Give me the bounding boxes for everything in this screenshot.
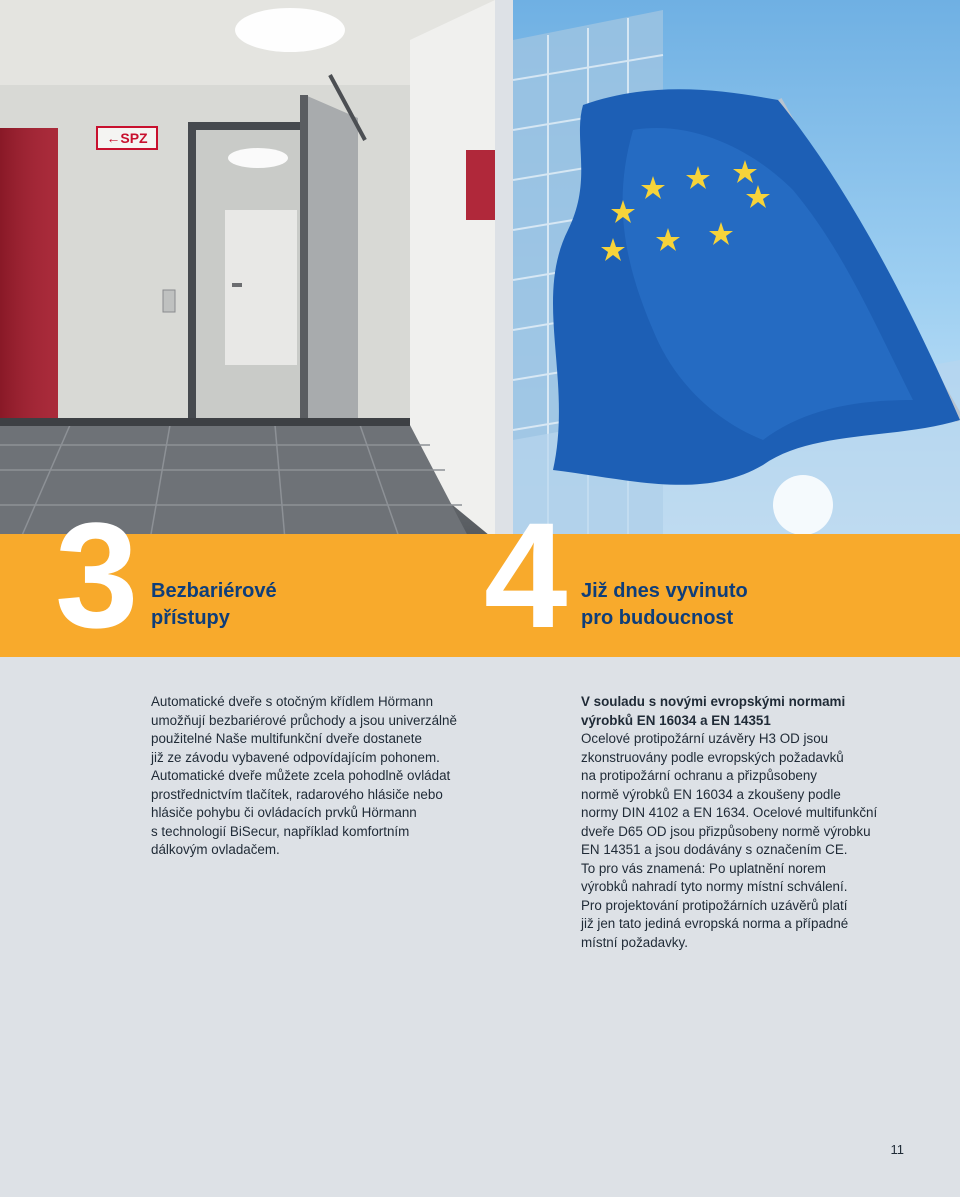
section-4-heading: Již dnes vyvinuto pro budoucnost xyxy=(581,580,748,629)
corridor-photo xyxy=(0,0,495,540)
spz-sign: ←SPZ xyxy=(96,126,158,150)
section-3-text xyxy=(151,693,491,860)
section-3-body: Automatické dveře s otočným křídlem Hörmann umožňují bezbariérové průchody a jsou univerzálně použitelné Naše multifunkční dveře dostanete již ze závodu vybavené odpovídajícím pohonem. Automatické dveře můžete zcela pohodlně ovládat prostřednictvím tlačítek, radarového hlásiče nebo hlásiče pohybu či ovládacích prvků Hörmann s technologií BiSecur, například komfortním dálkovým ovladačem. xyxy=(151,694,457,857)
page-number: 11 xyxy=(890,1142,904,1157)
section-3-heading: Bezbariérové přístupy xyxy=(151,580,277,629)
eu-flag-illustration xyxy=(513,0,960,540)
section-4-lead: V souladu s novými evropskými normami výrobků EN 16034 a EN 14351 xyxy=(581,694,846,728)
orange-title-band xyxy=(0,534,960,657)
section-4-text xyxy=(581,693,921,952)
section-number-3: 3 xyxy=(55,491,135,659)
section-number-4: 4 xyxy=(484,491,564,659)
corridor-illustration xyxy=(0,0,495,540)
eu-flag-photo xyxy=(513,0,960,540)
section-4-body: Ocelové protipožární uzávěry H3 OD jsou zkonstruovány podle evropských požadavků na protipožární ochranu a přizpůsobeny normě výrobků EN 16034 a zkoušeny podle normy DIN 4102 a EN 1634. Ocelové multifunkční dveře D65 OD jsou přizpůsobeny normě výrobku EN 14351 a jsou dodávány s označením CE. To pro vás znamená: Po uplatnění norem výrobků nahradí tyto normy místní schválení. Pro projektování protipožárních uzávěrů platí již jen tato jediná evropská norma a případné místní požadavky. xyxy=(581,731,878,950)
